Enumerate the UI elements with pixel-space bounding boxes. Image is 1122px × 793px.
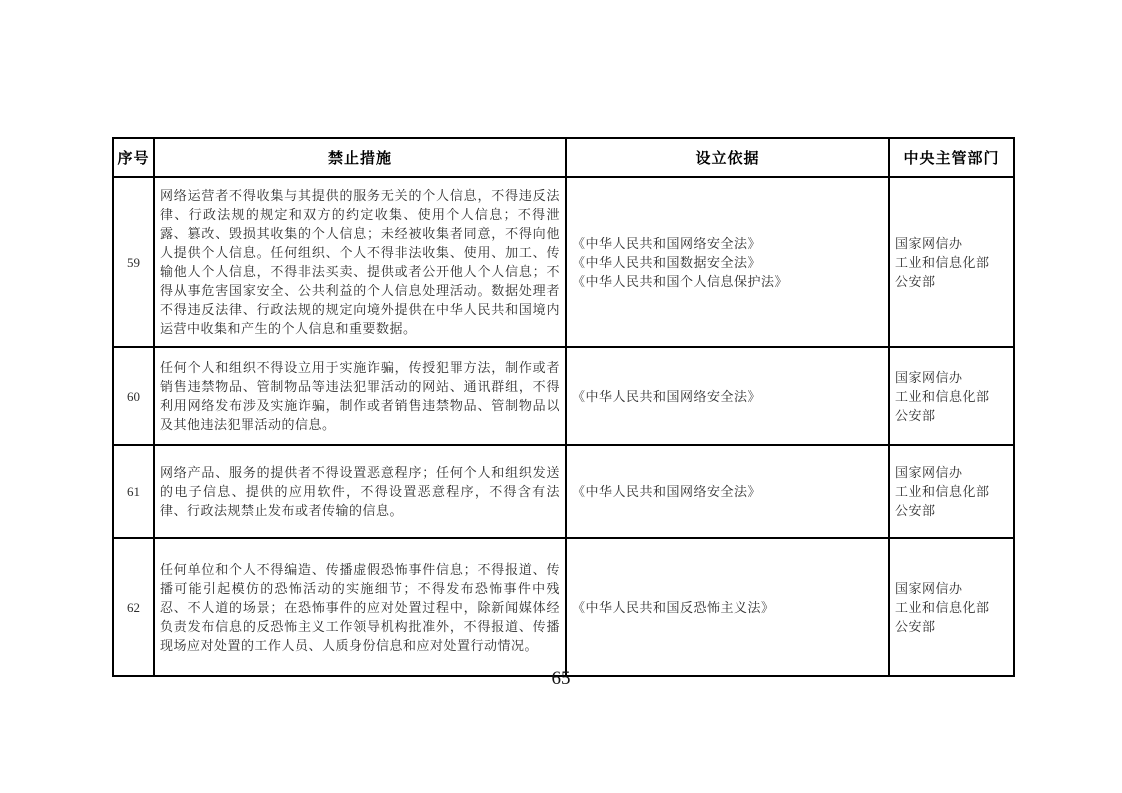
table-row: [113, 538, 1014, 676]
table-row: [113, 445, 1014, 538]
row-prohibited-measure: 任何单位和个人不得编造、传播虚假恐怖事件信息；不得报道、传播可能引起模仿的恐怖活动的实施细节；不得发布恐怖事件中残忍、不人道的场景；在恐怖事件的应对处置过程中，除新闻媒体经负责发布信息的反恐怖主义工作领导机构批准外，不得报道、传播现场应对处置的工作人员、人质身份信息和应对处置行动情况。: [154, 538, 566, 676]
row-seq-number: 59: [113, 177, 154, 347]
header-seq: 序号: [113, 138, 154, 177]
row-legal-basis: 《中华人民共和国网络安全法》: [566, 445, 889, 538]
row-prohibited-measure: 网络运营者不得收集与其提供的服务无关的个人信息，不得违反法律、行政法规的规定和双方的约定收集、使用个人信息；不得泄露、篡改、毁损其收集的个人信息；未经被收集者同意，不得向他人提供个人信息。任何组织、个人不得非法收集、使用、加工、传输他人个人信息，不得非法买卖、提供或者公开他人个人信息；不得从事危害国家安全、公共利益的个人信息处理活动。数据处理者不得违反法律、行政法规的规定向境外提供在中华人民共和国境内运营中收集和产生的个人信息和重要数据。: [154, 177, 566, 347]
header-legal-basis: 设立依据: [566, 138, 889, 177]
row-seq-number: 62: [113, 538, 154, 676]
row-departments: 国家网信办 工业和信息化部 公安部: [889, 445, 1014, 538]
header-prohibited-measures: 禁止措施: [154, 138, 566, 177]
row-departments: 国家网信办 工业和信息化部 公安部: [889, 347, 1014, 445]
row-seq-number: 60: [113, 347, 154, 445]
header-central-department: 中央主管部门: [889, 138, 1014, 177]
row-departments: 国家网信办 工业和信息化部 公安部: [889, 538, 1014, 676]
row-seq-number: 61: [113, 445, 154, 538]
row-prohibited-measure: 网络产品、服务的提供者不得设置恶意程序；任何个人和组织发送的电子信息、提供的应用软件，不得设置恶意程序，不得含有法律、行政法规禁止发布或者传输的信息。: [154, 445, 566, 538]
row-prohibited-measure: 任何个人和组织不得设立用于实施诈骗，传授犯罪方法，制作或者销售违禁物品、管制物品等违法犯罪活动的网站、通讯群组，不得利用网络发布涉及实施诈骗，制作或者销售违禁物品、管制物品以及其他违法犯罪活动的信息。: [154, 347, 566, 445]
row-legal-basis: 《中华人民共和国网络安全法》: [566, 347, 889, 445]
table-row: [113, 177, 1014, 347]
table-row: [113, 347, 1014, 445]
table-header-row: [113, 138, 1014, 177]
prohibition-measures-table: [112, 137, 1015, 677]
row-departments: 国家网信办 工业和信息化部 公安部: [889, 177, 1014, 347]
row-legal-basis: 《中华人民共和国反恐怖主义法》: [566, 538, 889, 676]
table-body: [113, 177, 1014, 676]
page-number: 65: [551, 668, 571, 689]
row-legal-basis: 《中华人民共和国网络安全法》 《中华人民共和国数据安全法》 《中华人民共和国个人信息保护法》: [566, 177, 889, 347]
